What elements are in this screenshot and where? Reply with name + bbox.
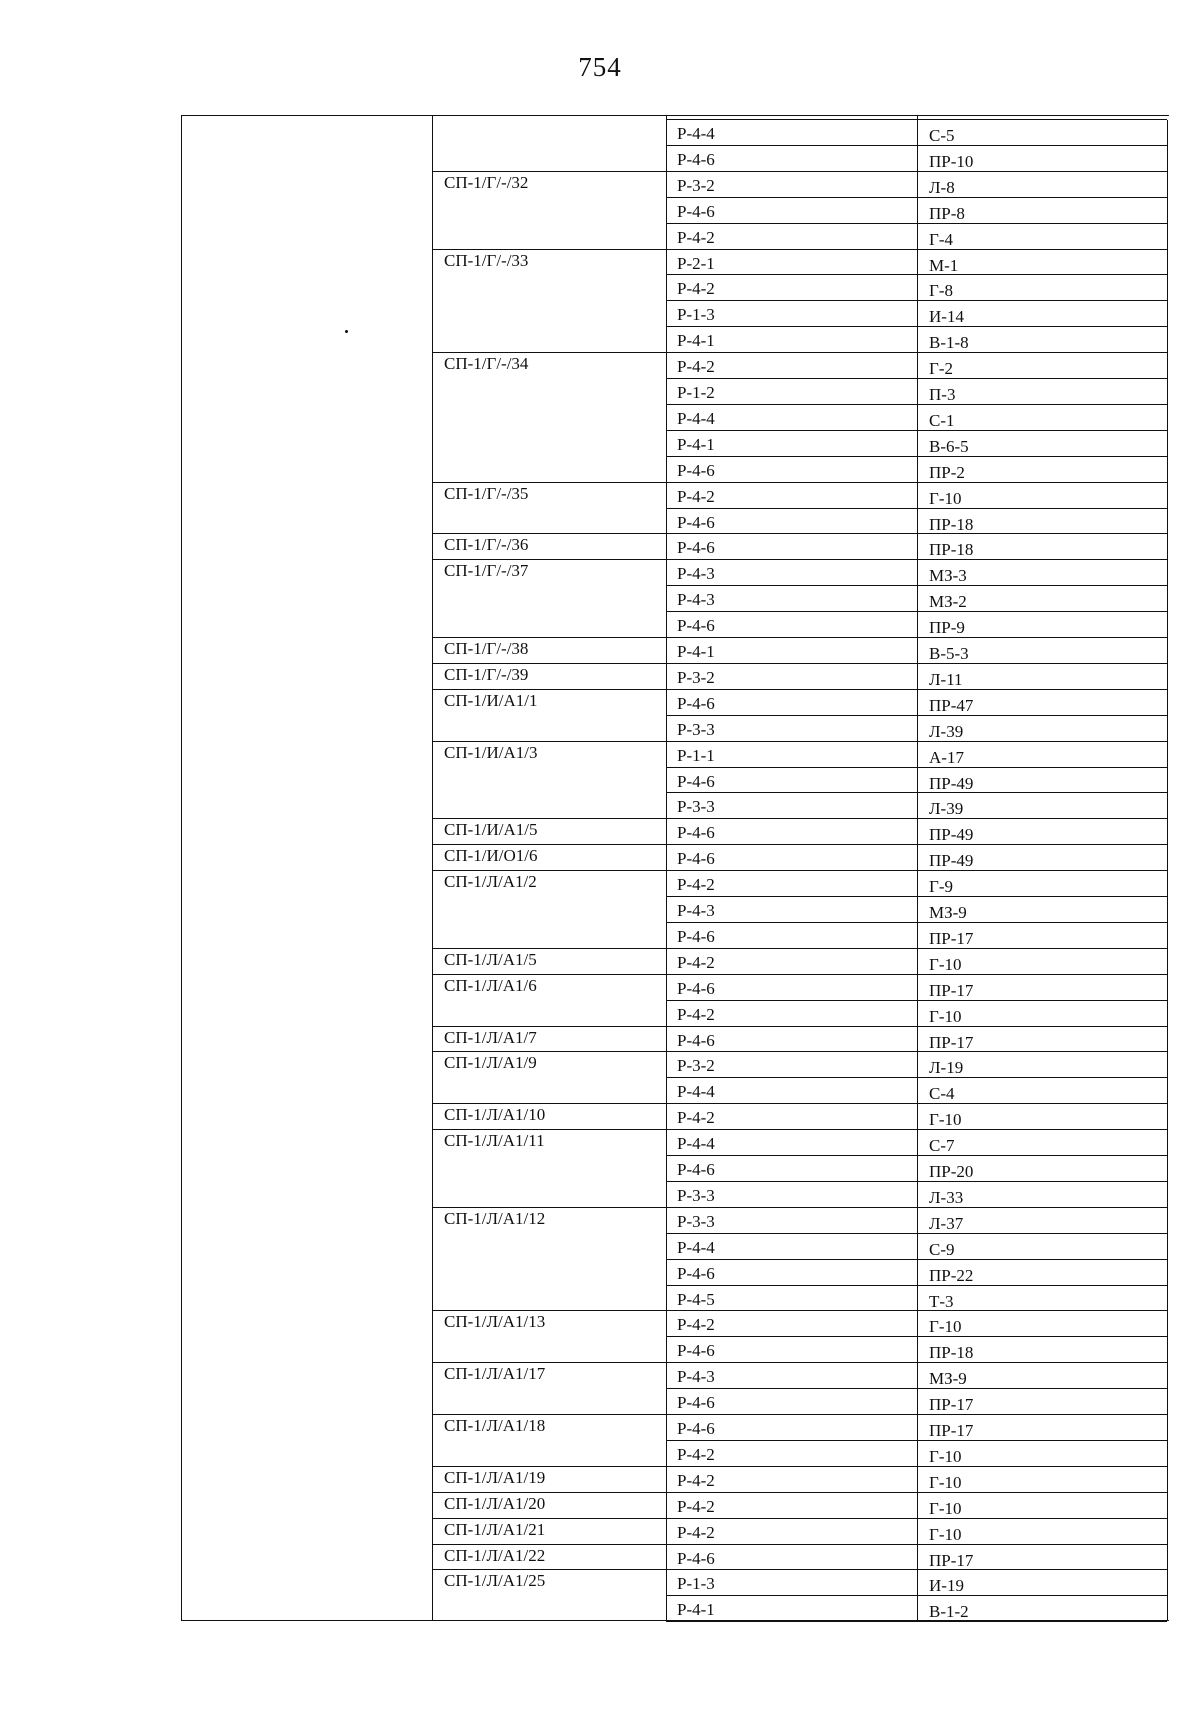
row-divider [666,974,1167,975]
row-divider [666,1310,1167,1311]
row-divider [666,870,1167,871]
group-divider [432,663,666,664]
table-cell-r-code: Р-4-2 [677,1004,715,1024]
row-divider [666,1285,1167,1286]
table-cell-r-code: Р-4-4 [677,124,715,143]
group-code: СП-1/Г/-/34 [444,354,529,374]
table-cell-category-code: Т-3 [929,1291,954,1311]
group-code: СП-1/И/А1/1 [444,690,538,710]
row-divider [666,274,1167,275]
row-divider [666,1233,1167,1234]
group-divider [432,1103,666,1104]
row-divider [666,1077,1167,1078]
table-cell-r-code: Р-3-2 [677,667,715,687]
table-cell-r-code: Р-1-1 [677,745,715,765]
table-cell-r-code: Р-4-2 [677,952,715,972]
table-cell-r-code: Р-3-2 [677,175,715,195]
group-divider [432,689,666,690]
table-cell-category-code: И-19 [929,1576,964,1596]
row-divider [666,508,1167,509]
table-cell-r-code: Р-4-2 [677,1496,715,1516]
table-cell-category-code: Л-39 [929,721,964,741]
table-cell-r-code: Р-3-3 [677,1185,715,1205]
table-cell-r-code: Р-3-2 [677,1056,715,1076]
column-divider-3 [917,116,918,1620]
table-cell-category-code: ПР-18 [929,540,974,560]
table-cell-r-code: Р-4-2 [677,227,715,247]
row-divider [666,818,1167,819]
table-cell-r-code: Р-4-6 [677,771,715,791]
table-cell-category-code: ПР-17 [929,928,974,948]
table-cell-category-code: С-4 [929,1084,955,1104]
table-cell-r-code: Р-4-6 [677,926,715,946]
table-cell-category-code: МЗ-9 [929,903,967,922]
table-cell-r-code: Р-4-6 [677,1393,715,1413]
page-number: 754 [578,52,622,82]
table-cell-r-code: Р-4-3 [677,564,715,584]
row-divider [666,352,1167,353]
table-cell-category-code: Г-4 [929,229,953,249]
group-divider [432,844,666,845]
table-cell-r-code: Р-4-5 [677,1289,715,1309]
row-divider [666,715,1167,716]
table-cell-r-code: Р-1-3 [677,1574,715,1594]
row-divider [666,1103,1167,1104]
table-cell-r-code: Р-4-6 [677,1030,715,1050]
group-divider [432,533,666,534]
table-cell-r-code: Р-4-3 [677,590,715,610]
group-divider [432,1518,666,1519]
table-cell-r-code: Р-4-6 [677,201,715,221]
group-divider [432,559,666,560]
table-cell-category-code: ПР-20 [929,1162,974,1181]
group-divider [432,171,666,172]
table-cell-category-code: В-1-2 [929,1602,969,1622]
group-divider [432,352,666,353]
table-cell-r-code: Р-4-3 [677,901,715,920]
row-divider [666,430,1167,431]
table-cell-category-code: ПР-10 [929,151,974,171]
table-cell-category-code: С-9 [929,1239,955,1259]
table-cell-r-code: Р-4-6 [677,1263,715,1283]
group-code: СП-1/И/О1/6 [444,846,538,866]
group-divider [432,1362,666,1363]
table-cell-category-code: ПР-17 [929,1395,974,1415]
table-cell-category-code: Л-37 [929,1213,964,1233]
group-divider [432,1414,666,1415]
table-cell-r-code: Р-4-6 [677,616,715,636]
row-divider [666,922,1167,923]
row-divider [666,171,1167,172]
row-divider [666,1207,1167,1208]
row-divider [666,559,1167,560]
row-divider [666,1414,1167,1415]
row-divider [666,482,1167,483]
table-cell-r-code: Р-3-3 [677,797,715,817]
group-code: СП-1/Г/-/33 [444,250,529,270]
group-code: СП-1/Л/А1/21 [444,1519,546,1539]
row-divider [666,456,1167,457]
row-divider [666,896,1167,897]
group-code: СП-1/Л/А1/7 [444,1027,537,1047]
table-cell-r-code: Р-4-4 [677,408,715,428]
group-divider [432,1569,666,1570]
group-code: СП-1/Г/-/36 [444,535,529,555]
table-cell-category-code: П-3 [929,385,956,404]
group-code: СП-1/Л/А1/17 [444,1364,546,1384]
table-cell-category-code: ПР-17 [929,980,974,1000]
table-cell-category-code: Г-10 [929,954,962,974]
table-cell-category-code: Г-8 [929,281,953,301]
table-cell-r-code: Р-4-1 [677,331,715,351]
group-divider [432,1544,666,1545]
row-divider [666,197,1167,198]
row-divider [666,1000,1167,1001]
table-cell-r-code: Р-4-6 [677,823,715,843]
table-cell-category-code: Г-10 [929,488,962,508]
table-cell-r-code: Р-1-2 [677,383,715,402]
table-cell-category-code: МЗ-3 [929,566,967,586]
row-divider [666,1129,1167,1130]
table-cell-r-code: Р-4-4 [677,1134,715,1154]
table-cell-category-code: И-14 [929,307,964,327]
table-cell-r-code: Р-3-3 [677,719,715,739]
table-cell-r-code: Р-4-4 [677,1237,715,1257]
group-divider [432,1492,666,1493]
table-cell-category-code: ПР-2 [929,462,965,482]
table-cell-r-code: Р-4-4 [677,1082,715,1102]
table-cell-r-code: Р-4-2 [677,1522,715,1542]
group-divider [432,249,666,250]
table-cell-category-code: ПР-49 [929,825,974,845]
group-code: СП-1/Л/А1/10 [444,1105,546,1125]
group-divider [432,948,666,949]
table-cell-category-code: Г-10 [929,1006,962,1026]
table-cell-category-code: С-5 [929,126,955,145]
table-cell-category-code: Л-19 [929,1058,964,1078]
table-bottom-line [666,1621,1167,1622]
group-code: СП-1/И/А1/5 [444,820,538,840]
row-divider [666,326,1167,327]
table-cell-category-code: С-1 [929,410,955,430]
table-cell-category-code: М-1 [929,255,959,275]
group-divider [432,818,666,819]
table-cell-r-code: Р-4-2 [677,1315,715,1335]
table-cell-r-code: Р-4-6 [677,849,715,869]
group-code: СП-1/Г/-/39 [444,664,529,684]
table-cell-category-code: В-6-5 [929,436,969,456]
table-cell-category-code: Г-10 [929,1446,962,1466]
table-cell-category-code: ПР-17 [929,1032,974,1052]
row-divider [666,1440,1167,1441]
group-code: СП-1/Г/-/32 [444,172,529,192]
row-divider [666,1466,1167,1467]
table-cell-category-code: ПР-17 [929,1550,974,1570]
table-cell-r-code: Р-4-1 [677,1600,715,1620]
group-code: СП-1/Л/А1/9 [444,1053,537,1073]
table-cell-category-code: Г-10 [929,1317,962,1337]
document-table [181,115,1169,1621]
table-cell-r-code: Р-4-2 [677,1108,715,1128]
table-cell-r-code: Р-4-1 [677,642,715,661]
row-divider [666,689,1167,690]
group-code: СП-1/Л/А1/2 [444,872,537,892]
group-code: СП-1/Л/А1/19 [444,1467,546,1487]
row-divider [666,249,1167,250]
group-code: СП-1/Г/-/35 [444,483,529,503]
row-divider [666,300,1167,301]
table-cell-category-code: ПР-18 [929,514,974,534]
row-divider [666,767,1167,768]
group-divider [432,1129,666,1130]
table-cell-r-code: Р-4-2 [677,1444,715,1464]
group-code: СП-1/Г/-/38 [444,639,529,658]
row-divider [666,1388,1167,1389]
group-code: СП-1/Л/А1/11 [444,1131,545,1151]
table-cell-category-code: ПР-49 [929,773,974,793]
table-cell-r-code: Р-4-6 [677,978,715,998]
row-divider [666,1492,1167,1493]
table-cell-category-code: МЗ-2 [929,592,967,612]
row-divider [666,1336,1167,1337]
row-divider [666,1051,1167,1052]
table-cell-r-code: Р-4-6 [677,1548,715,1568]
row-divider [666,1595,1167,1596]
group-code: СП-1/Л/А1/12 [444,1208,546,1228]
row-divider [666,533,1167,534]
table-cell-r-code: Р-1-3 [677,305,715,325]
row-divider [666,637,1167,638]
group-code: СП-1/Л/А1/6 [444,975,537,995]
table-cell-category-code: Л-33 [929,1187,964,1207]
table-cell-category-code: Г-2 [929,359,953,379]
row-divider [666,404,1167,405]
row-divider [666,663,1167,664]
table-cell-category-code: В-1-8 [929,333,969,353]
table-cell-r-code: Р-4-2 [677,875,715,895]
table-cell-category-code: Г-10 [929,1110,962,1130]
group-code: СП-1/И/А1/3 [444,742,538,762]
row-divider [666,1155,1167,1156]
table-cell-r-code: Р-4-6 [677,1419,715,1438]
table-cell-category-code: Г-10 [929,1498,962,1518]
group-divider [432,1207,666,1208]
row-divider [666,741,1167,742]
group-code: СП-1/Л/А1/13 [444,1312,546,1332]
table-cell-category-code: ПР-22 [929,1265,974,1285]
table-cell-category-code: Л-8 [929,177,955,197]
group-code: СП-1/Г/-/37 [444,561,529,581]
group-divider [432,1466,666,1467]
table-cell-category-code: ПР-18 [929,1343,974,1363]
group-code: СП-1/Л/А1/18 [444,1416,546,1435]
table-cell-category-code: Г-9 [929,877,953,897]
table-cell-category-code: Л-39 [929,799,964,819]
row-divider [666,1518,1167,1519]
group-divider [432,974,666,975]
group-code: СП-1/Л/А1/22 [444,1545,546,1565]
table-cell-category-code: ПР-8 [929,203,965,223]
group-divider [432,1026,666,1027]
row-divider [666,1026,1167,1027]
column-divider-2 [666,116,667,1620]
table-cell-r-code: Р-4-6 [677,1341,715,1361]
group-divider [432,741,666,742]
row-divider [666,1181,1167,1182]
row-divider [666,844,1167,845]
row-divider [666,585,1167,586]
table-cell-r-code: Р-4-6 [677,1160,715,1179]
table-cell-category-code: Л-11 [929,669,963,689]
table-cell-category-code: А-17 [929,747,964,767]
group-code: СП-1/Л/А1/20 [444,1493,546,1513]
column-divider-right [1167,120,1168,1620]
table-cell-category-code: С-7 [929,1136,955,1156]
table-cell-category-code: ПР-17 [929,1421,974,1440]
table-cell-r-code: Р-4-6 [677,693,715,713]
table-cell-category-code: ПР-47 [929,695,974,715]
table-cell-r-code: Р-4-6 [677,512,715,532]
table-cell-r-code: Р-4-2 [677,357,715,377]
table-cell-category-code: Г-10 [929,1524,962,1544]
row-divider [666,948,1167,949]
row-divider [666,1259,1167,1260]
row-divider [666,378,1167,379]
table-cell-r-code: Р-4-6 [677,149,715,169]
row-divider [666,223,1167,224]
group-divider [432,637,666,638]
group-code: СП-1/Л/А1/5 [444,949,537,969]
row-divider [666,119,1167,120]
row-divider [666,792,1167,793]
row-divider [666,1544,1167,1545]
row-divider [666,145,1167,146]
group-divider [432,1310,666,1311]
row-divider [666,1362,1167,1363]
group-code: СП-1/Л/А1/25 [444,1571,546,1591]
row-divider [666,611,1167,612]
group-divider [432,870,666,871]
table-cell-category-code: В-5-3 [929,644,969,663]
table-cell-category-code: ПР-49 [929,851,974,871]
table-cell-r-code: Р-4-2 [677,279,715,299]
table-cell-r-code: Р-4-3 [677,1367,715,1387]
table-cell-category-code: МЗ-9 [929,1369,967,1389]
table-cell-r-code: Р-3-3 [677,1211,715,1231]
table-cell-r-code: Р-4-6 [677,460,715,480]
table-cell-category-code: ПР-9 [929,618,965,638]
group-divider [432,482,666,483]
table-cell-r-code: Р-4-6 [677,538,715,558]
row-divider [666,1569,1167,1570]
table-cell-r-code: Р-2-1 [677,253,715,273]
table-cell-category-code: Г-10 [929,1472,962,1492]
column-divider-1 [432,116,433,1620]
table-cell-r-code: Р-4-2 [677,486,715,506]
table-cell-r-code: Р-4-1 [677,434,715,454]
stray-dot [345,330,348,333]
table-cell-r-code: Р-4-2 [677,1470,715,1490]
group-divider [432,1051,666,1052]
